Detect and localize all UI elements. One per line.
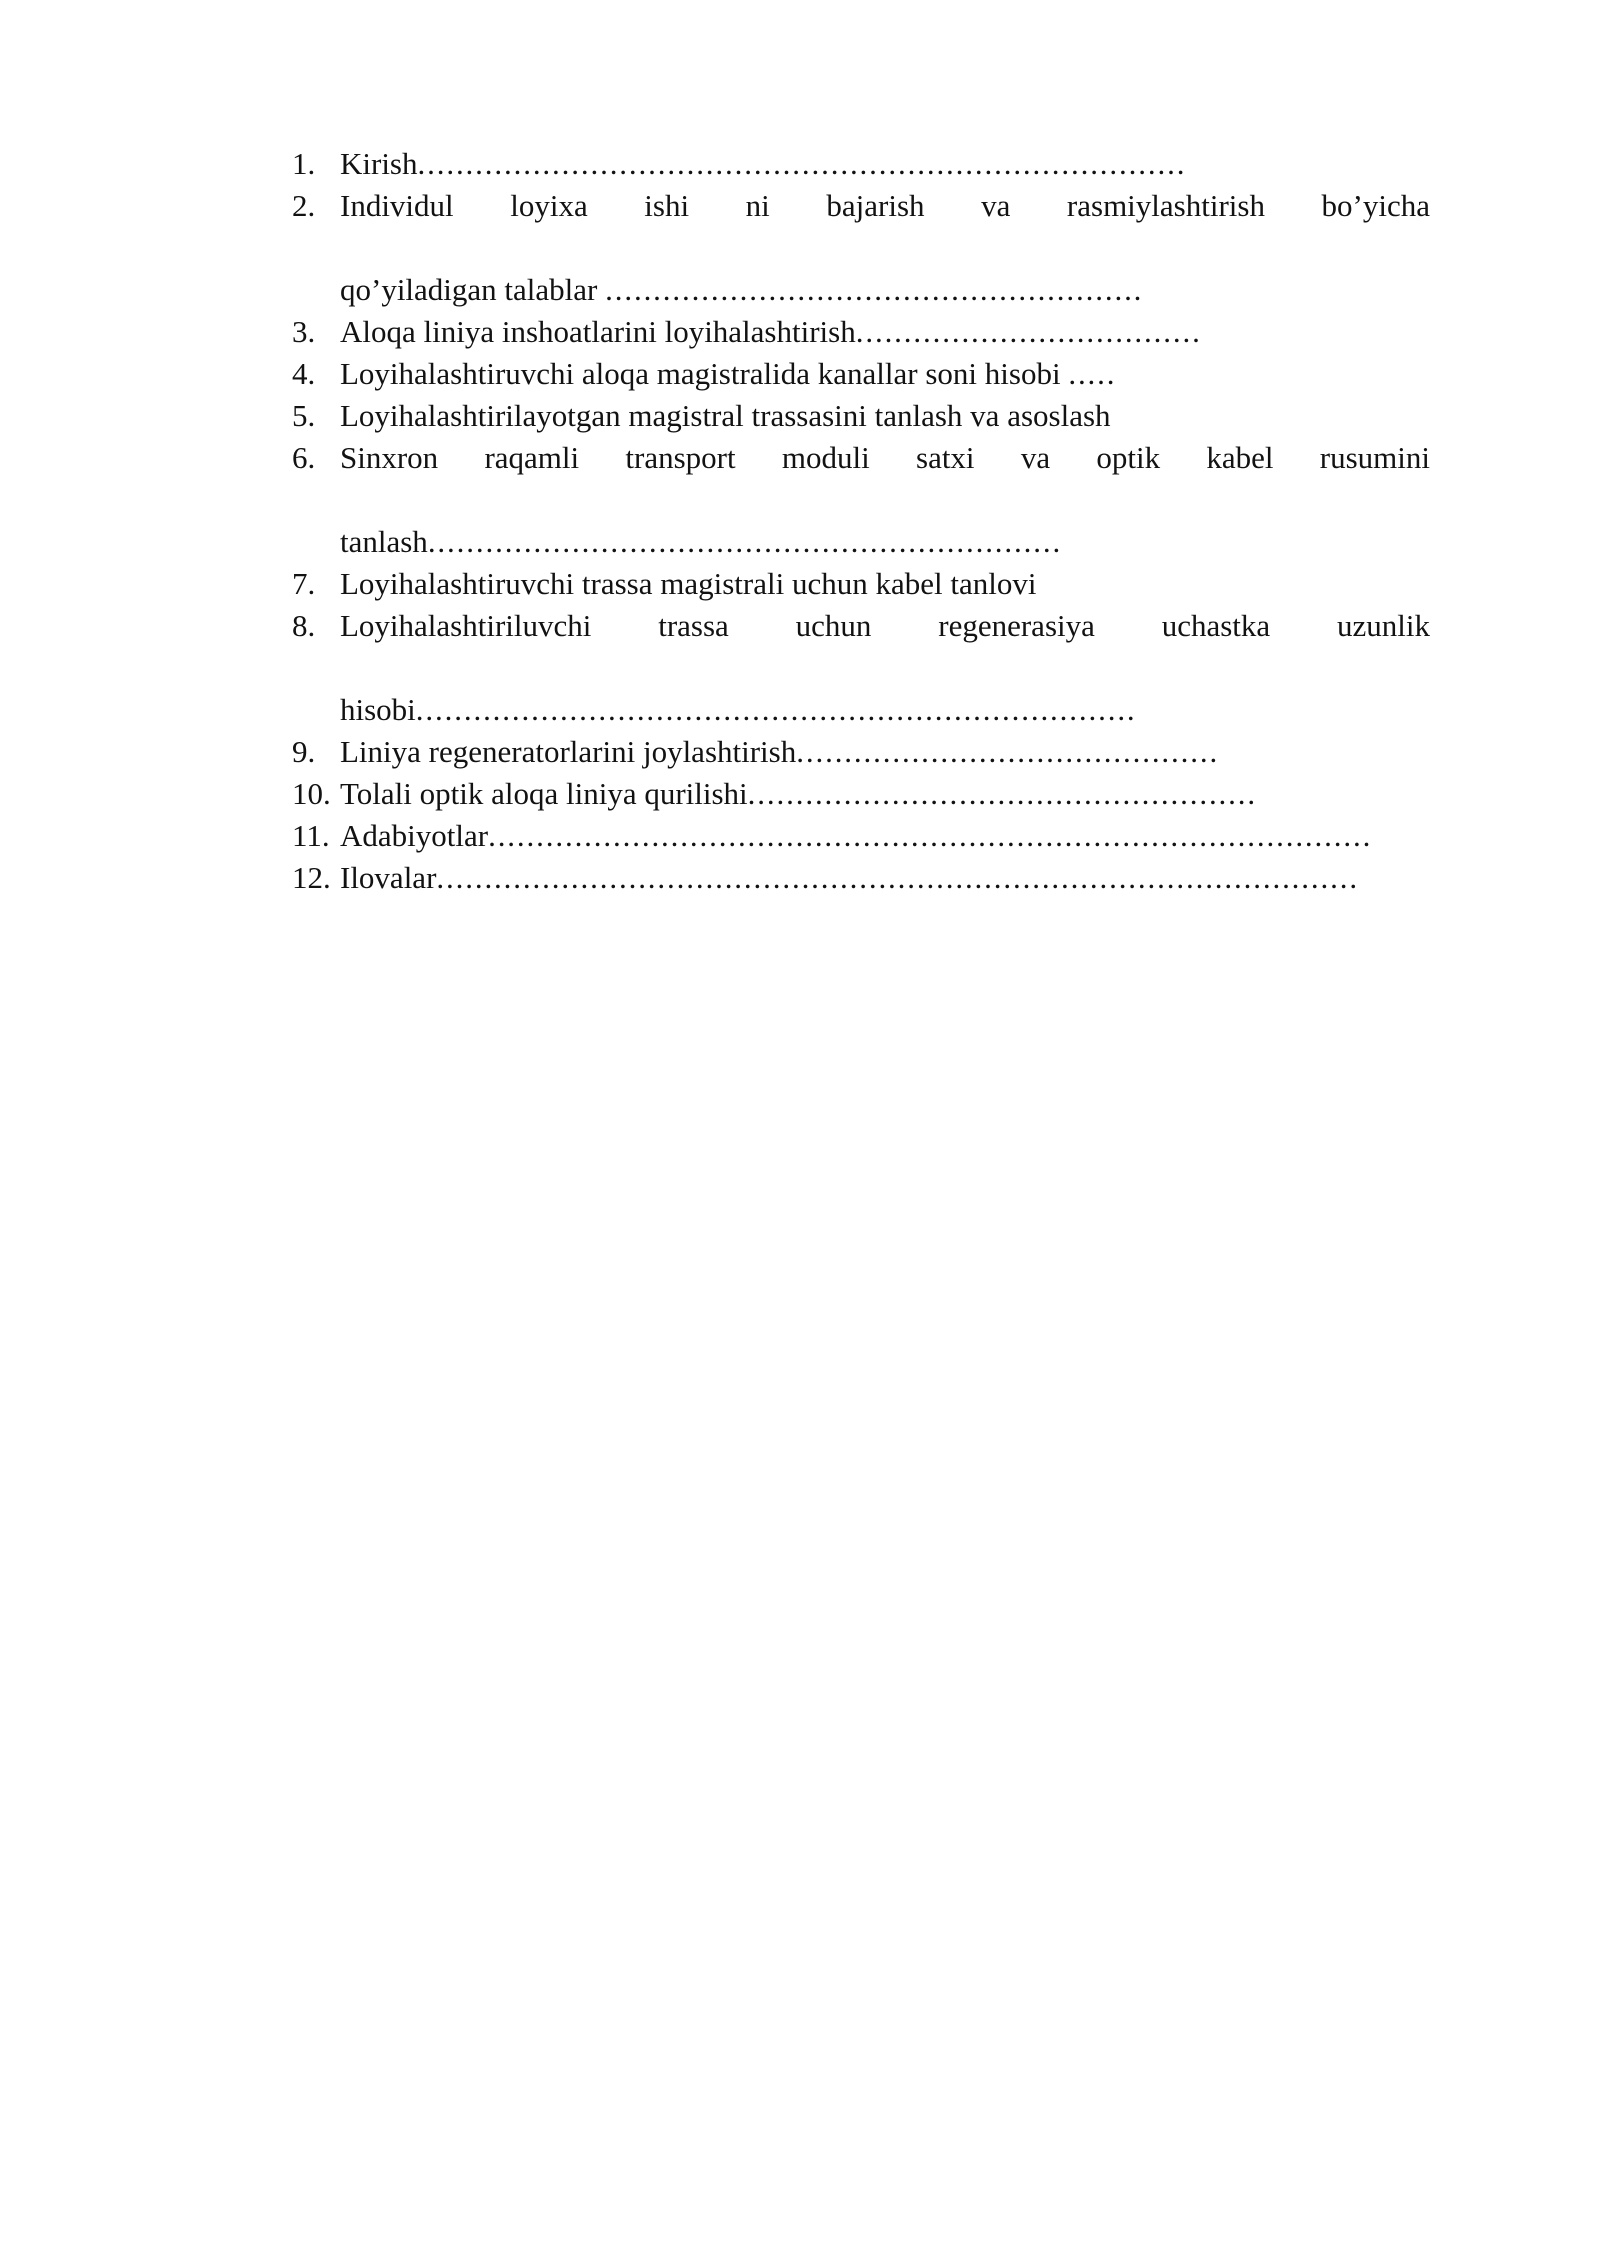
toc-entry-title: Individul loyixa ishi ni bajarish va rasmiylashtirish bo’yicha xyxy=(340,188,1430,223)
toc-entry[interactable] xyxy=(292,773,1430,815)
toc-entry-title: Kirish xyxy=(340,146,418,181)
toc-entry[interactable] xyxy=(292,731,1430,773)
toc-entry-title: Sinxron raqamli transport moduli satxi va optik kabel rusumini xyxy=(340,440,1430,475)
toc-entry-body xyxy=(340,395,1430,437)
dot-leader: ..................................................... xyxy=(747,776,1258,811)
toc-entry-number: 11. xyxy=(292,818,330,853)
toc-entry-body xyxy=(340,143,1430,185)
dot-leader: ................................................................................................ xyxy=(436,860,1359,895)
toc-entry-title: Aloqa liniya inshoatlarini loyihalashtirish xyxy=(340,314,856,349)
toc-entry[interactable] xyxy=(292,857,1430,899)
toc-entry-line xyxy=(340,815,1430,857)
dot-leader: ........................................................................... xyxy=(415,692,1137,727)
toc-entry-number: 1. xyxy=(292,146,316,181)
toc-entry[interactable] xyxy=(292,563,1430,605)
toc-entry[interactable] xyxy=(292,815,1430,857)
toc-entry-body xyxy=(340,437,1430,563)
toc-entry-title: Loyihalashtiruvchi trassa magistrali uchun kabel tanlovi xyxy=(340,566,1037,601)
dot-leader: ..... xyxy=(1068,356,1117,391)
toc-entry-body xyxy=(340,857,1430,899)
toc-entry-title: Liniya regeneratorlarini joylashtirish xyxy=(340,734,797,769)
toc-entry-line xyxy=(340,143,1430,185)
toc-entry-number: 2. xyxy=(292,188,316,223)
toc-entry[interactable] xyxy=(292,353,1430,395)
toc-entry-line xyxy=(340,437,1430,521)
toc-entry-number: 6. xyxy=(292,440,316,475)
toc-entry-title: qo’yiladigan talablar xyxy=(340,272,606,307)
toc-entry-number: 4. xyxy=(292,356,316,391)
toc-entry-line xyxy=(340,773,1430,815)
toc-entry-number: 9. xyxy=(292,734,316,769)
toc-entry-line xyxy=(340,311,1430,353)
toc-entry-line xyxy=(340,353,1430,395)
toc-entry-number: 7. xyxy=(292,566,316,601)
toc-entry-title: Adabiyotlar xyxy=(340,818,489,853)
dot-leader: ........................................................ xyxy=(605,272,1144,307)
toc-entry-body xyxy=(340,353,1430,395)
dot-leader: .................................... xyxy=(855,314,1202,349)
dot-leader: ............................................ xyxy=(796,734,1220,769)
toc-entry-line xyxy=(340,269,1430,311)
toc-entry-title: tanlash xyxy=(340,524,428,559)
toc-entry[interactable] xyxy=(292,437,1430,563)
toc-entry-title: Loyihalashtiriluvchi trassa uchun regenerasiya uchastka uzunlik xyxy=(340,608,1430,643)
toc-entry-title: hisobi xyxy=(340,692,416,727)
toc-entry-body xyxy=(340,185,1430,311)
dot-leader: .................................................................. xyxy=(427,524,1063,559)
toc-entry-number: 5. xyxy=(292,398,316,433)
toc-entry-number: 3. xyxy=(292,314,316,349)
toc-entry-body xyxy=(340,563,1430,605)
dot-leader: ............................................................................................ xyxy=(488,818,1373,853)
toc-entry-title: Loyihalashtirilayotgan magistral trassasini tanlash va asoslash xyxy=(340,398,1111,433)
toc-entry-title: Tolali optik aloqa liniya qurilishi xyxy=(340,776,748,811)
toc-entry-body xyxy=(340,773,1430,815)
toc-entry-body xyxy=(340,815,1430,857)
toc-entry-number: 12. xyxy=(292,860,331,895)
toc-entry[interactable] xyxy=(292,605,1430,731)
toc-entry-body xyxy=(340,311,1430,353)
toc-entry-number: 8. xyxy=(292,608,316,643)
toc-entry-line xyxy=(340,521,1430,563)
toc-entry-line xyxy=(340,395,1430,437)
toc-entry[interactable] xyxy=(292,185,1430,311)
toc-entry-body xyxy=(340,605,1430,731)
toc-entry-line xyxy=(340,605,1430,689)
toc-entry-line xyxy=(340,857,1430,899)
toc-entry-title: Loyihalashtiruvchi aloqa magistralida kanallar soni hisobi xyxy=(340,356,1069,391)
toc-entry[interactable] xyxy=(292,143,1430,185)
toc-entry-line xyxy=(340,185,1430,269)
toc-entry[interactable] xyxy=(292,311,1430,353)
toc-entry-number: 10. xyxy=(292,776,331,811)
toc-entry-body xyxy=(340,731,1430,773)
toc-entry-title: Ilovalar xyxy=(340,860,437,895)
toc-entry-line xyxy=(340,731,1430,773)
toc-entry-line xyxy=(340,689,1430,731)
table-of-contents-list xyxy=(292,143,1430,899)
dot-leader: ................................................................................ xyxy=(417,146,1187,181)
toc-entry-line xyxy=(340,563,1430,605)
toc-entry[interactable] xyxy=(292,395,1430,437)
